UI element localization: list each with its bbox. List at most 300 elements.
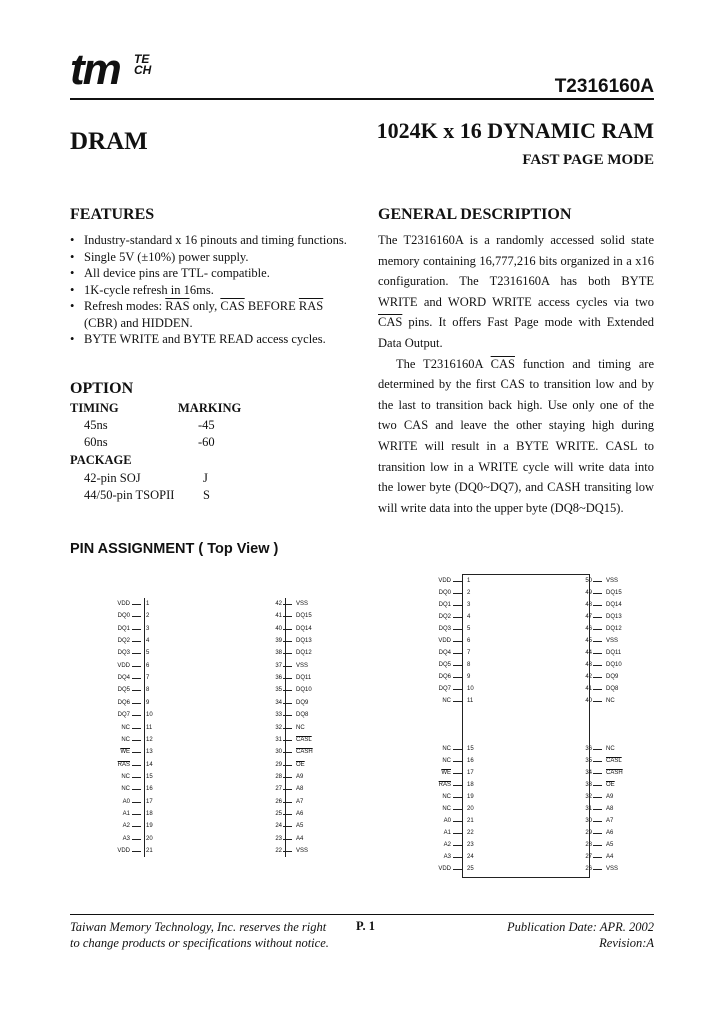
pin-name: DQ15 [296, 613, 312, 620]
pin-number: 28 [585, 842, 592, 848]
pin-number: 47 [585, 614, 592, 620]
pin-number: 34 [585, 770, 592, 776]
pin-row [585, 659, 622, 671]
pin-number: 50 [585, 578, 592, 584]
pin-number: 2 [146, 613, 150, 620]
pin-name: A2 [122, 823, 130, 830]
feature-item: • BYTE WRITE and BYTE READ access cycles. [70, 331, 355, 348]
feature-item: • Single 5V (±10%) power supply. [70, 249, 355, 266]
pin-name: NC [606, 746, 615, 752]
pin-number: 16 [146, 786, 153, 793]
pin-name: NC [442, 806, 451, 812]
pin-number: 27 [585, 854, 592, 860]
pin-lead [453, 761, 462, 762]
package-mark: S [203, 488, 210, 502]
pin-name: DQ5 [438, 662, 451, 668]
pin-number: 22 [275, 848, 282, 854]
pin-name: VSS [296, 662, 309, 669]
pin-lead [593, 605, 602, 606]
pin-name: A7 [606, 818, 614, 824]
pin-number: 9 [146, 699, 150, 706]
pin-lead [593, 797, 602, 798]
pin-name: DQ1 [117, 625, 130, 632]
pin-lead [453, 845, 462, 846]
pin-number: 3 [146, 625, 150, 632]
pin-name: DQ11 [296, 675, 312, 682]
pin-number: 17 [146, 798, 153, 805]
part-number: T2316160A [554, 76, 654, 97]
pin-number: 1 [467, 578, 471, 584]
pin-name: VSS [606, 578, 619, 584]
pin-number: 27 [275, 786, 282, 793]
logo-sub-top: TE [134, 52, 150, 66]
pin-name: CASL [606, 758, 622, 764]
pin-row [585, 647, 622, 659]
pin-name: DQ10 [606, 662, 622, 668]
cas-signal: $\overline{CAS}$ [220, 299, 245, 313]
pin-number: 10 [146, 712, 153, 719]
pin-number: 21 [146, 848, 153, 854]
pin-name: DQ7 [117, 712, 130, 719]
pin-name: $\overline{RAS}$ [117, 761, 130, 768]
pin-number: 25 [275, 810, 282, 817]
footer-publication [507, 919, 654, 951]
logo-main-text: tm [70, 45, 120, 94]
pin-name: VSS [296, 601, 309, 607]
pin-name: $\overline{OE}$ [606, 782, 615, 788]
pin-number: 44 [585, 650, 592, 656]
pin-name: VDD [117, 662, 130, 669]
pin-number: 2 [467, 590, 471, 596]
pin-name: NC [442, 698, 451, 704]
description-text: The T2316160A is a randomly accessed solid state memory containing 16,777,216 bits organized in a x16 configuration. The T2316160A has both BYTE WRITE and WORD WRITE access cycles via two [378, 233, 654, 309]
pin-number: 5 [467, 626, 471, 632]
pin-number: 40 [275, 625, 282, 632]
pin-name: A4 [296, 835, 304, 842]
pin-lead [453, 581, 462, 582]
pin-name: $\overline{OE}$ [296, 761, 305, 768]
pin-number: 26 [275, 798, 282, 805]
pin-name: VDD [438, 578, 451, 584]
product-title: 1024K x 16 DYNAMIC RAM [376, 118, 654, 143]
pin-lead [453, 617, 462, 618]
pin-name: NC [121, 786, 130, 793]
pin-name: DQ9 [606, 674, 619, 680]
pin-name: DQ8 [606, 686, 619, 692]
pin-lead [453, 821, 462, 822]
description-heading: GENERAL DESCRIPTION [378, 206, 572, 223]
pin-row [443, 851, 474, 863]
pin-name: NC [121, 724, 130, 731]
pin-number: 32 [585, 794, 592, 800]
pin-name: A5 [606, 842, 614, 848]
pin-row [585, 599, 622, 611]
pin-name: NC [121, 773, 130, 780]
pin-name: A1 [122, 810, 130, 817]
pin-number: 18 [467, 782, 474, 788]
pin-lead [593, 581, 602, 582]
pin-number: 8 [146, 687, 150, 694]
pin-number: 7 [467, 650, 471, 656]
pin-number: 34 [275, 699, 282, 706]
footer-disclaimer-line: to change products or specifications without notice. [70, 936, 329, 950]
pin-number: 26 [585, 866, 592, 872]
pin-number: 12 [146, 736, 153, 743]
pin-number: 10 [467, 686, 474, 692]
pin-name: DQ11 [606, 650, 622, 656]
pin-number: 9 [467, 674, 471, 680]
logo-sub-bottom: CH [134, 63, 152, 77]
pin-name: DQ4 [438, 650, 451, 656]
pin-number: 22 [467, 830, 474, 836]
pin-lead [453, 773, 462, 774]
timing-name: 60ns [84, 435, 108, 449]
pin-assignment-heading: PIN ASSIGNMENT ( Top View ) [70, 541, 279, 557]
pin-name: A3 [443, 854, 451, 860]
pin-number: 8 [467, 662, 471, 668]
pin-number: 20 [467, 806, 474, 812]
pin-number: 43 [585, 662, 592, 668]
pin-name: $\overline{RAS}$ [438, 782, 451, 788]
footer-disclaimer [70, 919, 329, 951]
pin-row [585, 767, 623, 779]
pin-name: DQ13 [296, 638, 312, 645]
pin-name: NC [121, 736, 130, 743]
ras-signal: $\overline{RAS}$ [298, 299, 324, 313]
pin-lead [453, 653, 462, 654]
pin-number: 33 [585, 782, 592, 788]
pin-name: DQ3 [117, 650, 130, 657]
pin-name: NC [606, 698, 615, 704]
pin-name: DQ13 [606, 614, 622, 620]
pin-row [443, 839, 474, 851]
pin-name: A1 [443, 830, 451, 836]
pin-name: DQ5 [117, 687, 130, 694]
pin-lead [453, 593, 462, 594]
pin-name: DQ8 [296, 712, 309, 719]
pin-number: 1 [146, 601, 150, 607]
pin-row [442, 791, 474, 803]
package-name: 42-pin SOJ [84, 471, 141, 485]
pin-number: 25 [467, 866, 474, 872]
pin-number: 36 [585, 746, 592, 752]
tsop-package-body [462, 574, 590, 878]
pin-lead [453, 605, 462, 606]
pin-row [585, 623, 622, 635]
pin-row [438, 671, 471, 683]
pin-lead [593, 749, 602, 750]
feature-item: • 1K-cycle refresh in 16ms. [70, 282, 355, 299]
pin-number: 4 [146, 638, 150, 645]
pin-number: 24 [467, 854, 474, 860]
pin-number: 49 [585, 590, 592, 596]
pin-name: DQ9 [296, 699, 309, 706]
pin-number: 42 [585, 674, 592, 680]
pin-lead [593, 773, 602, 774]
revision: Revision:A [599, 936, 654, 950]
pin-number: 6 [146, 662, 150, 669]
pin-name: A8 [606, 806, 614, 812]
pin-number: 42 [275, 601, 282, 607]
pin-lead [453, 701, 462, 702]
pin-row [585, 863, 619, 875]
pin-row [443, 815, 474, 827]
cas-signal: $\overline{CAS}$ [378, 315, 403, 330]
pin-row [585, 635, 619, 647]
pin-name: A6 [296, 810, 304, 817]
pin-lead [453, 665, 462, 666]
pin-name: CASL [296, 736, 312, 743]
pin-lead [593, 617, 602, 618]
pin-lead [593, 701, 602, 702]
pin-name: A6 [606, 830, 614, 836]
pin-row [438, 683, 474, 695]
pin-name: DQ14 [296, 625, 312, 632]
pin-number: 38 [275, 650, 282, 657]
pin-name: DQ12 [606, 626, 622, 632]
pin-name: DQ2 [438, 614, 451, 620]
pin-row [442, 755, 474, 767]
pin-name: VDD [117, 848, 130, 854]
pin-row [585, 791, 614, 803]
pin-name: VDD [117, 601, 130, 607]
pin-row [585, 815, 614, 827]
pin-name: DQ4 [117, 675, 130, 682]
pin-name: $\overline{WE}$ [441, 770, 451, 776]
pin-lead [453, 629, 462, 630]
publication-date: Publication Date: APR. 2002 [507, 920, 654, 934]
pin-row [585, 695, 615, 707]
pin-row [585, 851, 614, 863]
footer-disclaimer-line: Taiwan Memory Technology, Inc. reserves the right [70, 920, 327, 934]
pin-name: A3 [122, 835, 130, 842]
pin-number: 18 [146, 810, 153, 817]
pin-lead [453, 869, 462, 870]
pin-name: DQ6 [117, 699, 130, 706]
pin-row [438, 587, 471, 599]
pin-name: VSS [296, 848, 309, 854]
pin-number: 19 [467, 794, 474, 800]
pin-row [585, 779, 615, 791]
pin-number: 35 [585, 758, 592, 764]
pin-name: DQ0 [117, 613, 130, 620]
description-text: pins. It offers Fast Page mode with Extended Data Output. [378, 315, 654, 350]
pin-row [442, 803, 474, 815]
pin-number: 32 [275, 724, 282, 731]
refresh-text: only, [189, 299, 221, 313]
pin-name: DQ7 [438, 686, 451, 692]
pin-number: 31 [585, 806, 592, 812]
package-name: 44/50-pin TSOPII [84, 488, 175, 502]
pin-number: 15 [146, 773, 153, 780]
refresh-prefix: Refresh modes: [84, 299, 166, 313]
pin-number: 24 [275, 823, 282, 830]
pin-number: 46 [585, 626, 592, 632]
pin-row [438, 575, 471, 587]
pin-row [585, 839, 614, 851]
description-text: function and timing are determined by the first CAS to transition low and by the last to transition back high. Use only one of the two CAS and leave the other staying high during WRITE will result in a BYTE WRITE. CASL to transition low in a WRITE cycle will write data into the lower byte (DQ0~DQ7), and CASH transiting low will write data into the upper byte (DQ8~DQ15). [378, 356, 654, 515]
pin-row [438, 779, 474, 791]
pin-number: 7 [146, 675, 150, 682]
pin-row [585, 671, 619, 683]
refresh-text: (CBR) and HIDDEN. [84, 315, 193, 330]
pin-number: 31 [275, 736, 282, 743]
pin-name: DQ14 [606, 602, 622, 608]
pin-name: A0 [122, 798, 130, 805]
ras-signal: $\overline{RAS}$ [165, 299, 190, 313]
pin-number: 30 [585, 818, 592, 824]
pin-name: NC [442, 794, 451, 800]
pin-number: 23 [275, 835, 282, 842]
pin-lead [453, 857, 462, 858]
package-label: PACKAGE [70, 453, 132, 467]
product-subtitle: FAST PAGE MODE [522, 152, 654, 168]
pin-lead [593, 785, 602, 786]
pin-number: 33 [275, 712, 282, 719]
pin-number: 11 [146, 724, 153, 731]
pin-lead [593, 677, 602, 678]
pin-number: 5 [146, 650, 150, 657]
pin-number: 17 [467, 770, 474, 776]
pin-number: 11 [467, 698, 474, 704]
footer-rule [70, 914, 654, 915]
pin-row [585, 803, 614, 815]
pin-row [442, 695, 474, 707]
timing-name: 45ns [84, 418, 108, 432]
pin-name: DQ1 [438, 602, 451, 608]
pin-number: 4 [467, 614, 471, 620]
pin-name: DQ6 [438, 674, 451, 680]
pin-name: NC [442, 758, 451, 764]
pin-number: 15 [467, 746, 474, 752]
pin-name: A8 [296, 786, 304, 793]
pin-lead [593, 821, 602, 822]
pin-row [585, 575, 619, 587]
pin-row [443, 827, 474, 839]
pin-name: A0 [443, 818, 451, 824]
features-heading: FEATURES [70, 206, 155, 223]
pin-lead [593, 869, 602, 870]
pin-row [438, 623, 471, 635]
pin-lead [453, 809, 462, 810]
pin-row [438, 599, 471, 611]
pin-number: 21 [467, 818, 474, 824]
pin-row [585, 587, 622, 599]
pin-name: DQ2 [117, 638, 130, 645]
pin-lead [593, 641, 602, 642]
pin-number: 6 [467, 638, 471, 644]
pin-number: 39 [275, 638, 282, 645]
pin-name: DQ0 [438, 590, 451, 596]
timing-label: TIMING [70, 401, 119, 415]
marking-label: MARKING [178, 401, 242, 415]
pin-lead [593, 761, 602, 762]
pin-row [438, 635, 471, 647]
pin-row [438, 647, 471, 659]
pin-lead [453, 677, 462, 678]
pin-row [442, 743, 474, 755]
timing-mark: -45 [198, 418, 215, 432]
pin-number: 48 [585, 602, 592, 608]
pin-number: 35 [275, 687, 282, 694]
page-number: P. 1 [356, 919, 375, 933]
feature-item: • Industry-standard x 16 pinouts and timing functions. [70, 232, 355, 249]
pin-name: DQ12 [296, 650, 312, 657]
pin-number: 29 [585, 830, 592, 836]
pin-row [585, 743, 615, 755]
pin-name: A2 [443, 842, 451, 848]
pin-lead [453, 641, 462, 642]
pin-name: CASH [296, 749, 313, 756]
refresh-text: BEFORE [244, 299, 299, 313]
pin-number: 20 [146, 835, 153, 842]
pin-number: 41 [585, 686, 592, 692]
pin-number: 41 [275, 613, 282, 620]
pin-row [585, 683, 619, 695]
pin-lead [593, 653, 602, 654]
pin-number: 16 [467, 758, 474, 764]
pin-name: $\overline{WE}$ [120, 749, 130, 756]
pin-name: VSS [606, 866, 619, 872]
pin-number: 19 [146, 823, 153, 830]
pin-name: CASH [606, 770, 623, 776]
pin-number: 14 [146, 761, 153, 768]
pin-lead [453, 749, 462, 750]
pin-lead [593, 689, 602, 690]
cas-signal: $\overline{CAS}$ [490, 356, 515, 371]
pin-lead [453, 689, 462, 690]
category-title: DRAM [70, 128, 148, 155]
pin-lead [593, 857, 602, 858]
pin-lead [593, 833, 602, 834]
pin-lead [593, 593, 602, 594]
pin-number: 40 [585, 698, 592, 704]
timing-mark: -60 [198, 435, 215, 449]
pin-row [585, 827, 614, 839]
pin-number: 3 [467, 602, 471, 608]
pin-row [441, 767, 474, 779]
pin-name: A5 [296, 823, 304, 830]
pin-name: A9 [606, 794, 614, 800]
pin-number: 45 [585, 638, 592, 644]
pin-name: A4 [606, 854, 614, 860]
pin-number: 29 [275, 761, 282, 768]
pin-lead [593, 845, 602, 846]
pin-name: A9 [296, 773, 304, 780]
pin-number: 28 [275, 773, 282, 780]
pin-name: NC [296, 724, 305, 731]
pin-lead [593, 809, 602, 810]
pin-lead [453, 797, 462, 798]
pin-lead [593, 629, 602, 630]
pin-name: DQ15 [606, 590, 622, 596]
feature-item: • All device pins are TTL- compatible. [70, 265, 355, 282]
pin-lead [453, 785, 462, 786]
pin-row [438, 863, 474, 875]
pin-name: VDD [438, 866, 451, 872]
pin-name: DQ3 [438, 626, 451, 632]
pin-number: 37 [275, 662, 282, 669]
pin-name: NC [442, 746, 451, 752]
pin-name: A7 [296, 798, 304, 805]
pin-row [438, 659, 471, 671]
option-heading: OPTION [70, 380, 134, 397]
pin-row [585, 611, 622, 623]
pin-row [438, 611, 471, 623]
pin-name: DQ10 [296, 687, 312, 694]
pin-name: VSS [606, 638, 619, 644]
pin-row [585, 755, 622, 767]
